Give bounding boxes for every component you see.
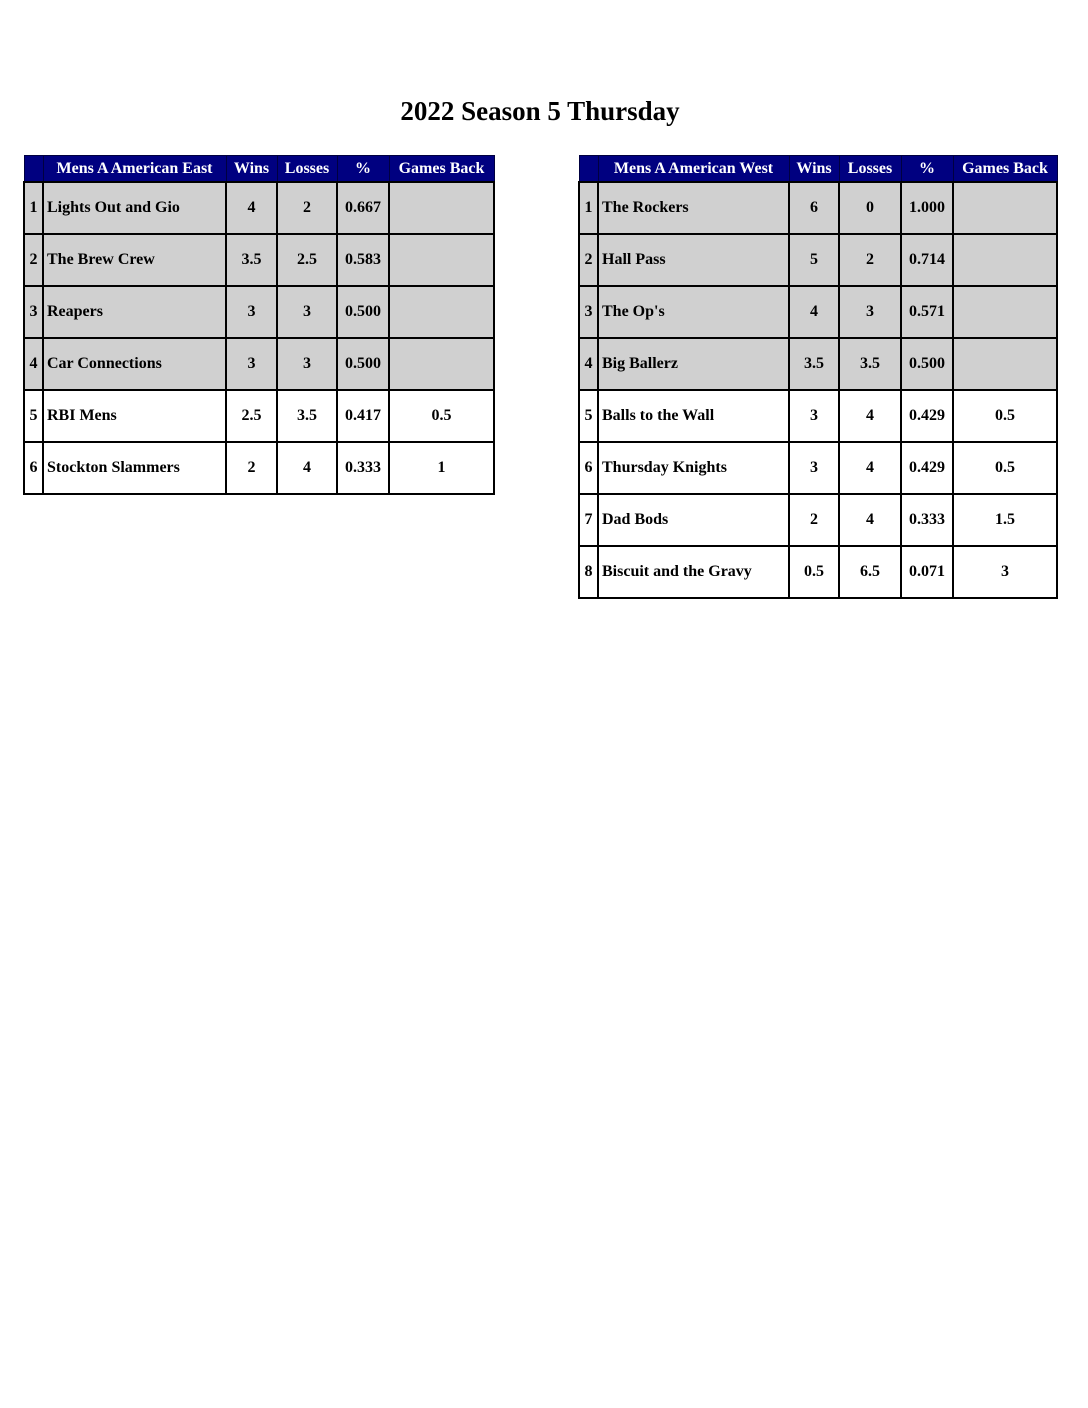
- rank-cell: 1: [24, 182, 43, 234]
- header-losses: Losses: [839, 156, 901, 183]
- losses-cell: 4: [839, 494, 901, 546]
- header-pct: %: [337, 156, 389, 183]
- pct-cell: 0.333: [901, 494, 953, 546]
- games-back-cell: [389, 338, 494, 390]
- header-wins: Wins: [226, 156, 277, 183]
- team-name-cell: Biscuit and the Gravy: [598, 546, 789, 598]
- header-rank: [579, 156, 598, 183]
- games-back-cell: [389, 182, 494, 234]
- table-row: [579, 390, 1057, 442]
- team-name-cell: Dad Bods: [598, 494, 789, 546]
- pct-cell: 0.667: [337, 182, 389, 234]
- standings-table-east: [23, 155, 495, 495]
- pct-cell: 0.071: [901, 546, 953, 598]
- wins-cell: 3: [226, 338, 277, 390]
- losses-cell: 0: [839, 182, 901, 234]
- wins-cell: 0.5: [789, 546, 839, 598]
- games-back-cell: 0.5: [953, 390, 1057, 442]
- header-games-back: Games Back: [953, 156, 1057, 183]
- rank-cell: 2: [579, 234, 598, 286]
- team-name-cell: Balls to the Wall: [598, 390, 789, 442]
- header-wins: Wins: [789, 156, 839, 183]
- team-name-cell: RBI Mens: [43, 390, 226, 442]
- team-name-cell: Lights Out and Gio: [43, 182, 226, 234]
- games-back-cell: [389, 286, 494, 338]
- wins-cell: 4: [226, 182, 277, 234]
- pct-cell: 0.500: [337, 286, 389, 338]
- standings-table-west: [578, 155, 1058, 599]
- table-row: [24, 390, 494, 442]
- team-name-cell: The Brew Crew: [43, 234, 226, 286]
- games-back-cell: 1.5: [953, 494, 1057, 546]
- pct-cell: 0.583: [337, 234, 389, 286]
- header-pct: %: [901, 156, 953, 183]
- games-back-cell: [389, 234, 494, 286]
- pct-cell: 0.500: [337, 338, 389, 390]
- table-row: [579, 546, 1057, 598]
- losses-cell: 4: [839, 390, 901, 442]
- header-losses: Losses: [277, 156, 337, 183]
- wins-cell: 4: [789, 286, 839, 338]
- table-row: [24, 286, 494, 338]
- team-name-cell: Thursday Knights: [598, 442, 789, 494]
- losses-cell: 3: [277, 338, 337, 390]
- games-back-cell: 0.5: [953, 442, 1057, 494]
- header-division: Mens A American East: [43, 156, 226, 183]
- wins-cell: 6: [789, 182, 839, 234]
- games-back-cell: [953, 338, 1057, 390]
- table-row: [24, 182, 494, 234]
- pct-cell: 0.571: [901, 286, 953, 338]
- header-games-back: Games Back: [389, 156, 494, 183]
- losses-cell: 3: [277, 286, 337, 338]
- losses-cell: 3.5: [277, 390, 337, 442]
- games-back-cell: [953, 286, 1057, 338]
- rank-cell: 6: [24, 442, 43, 494]
- losses-cell: 4: [839, 442, 901, 494]
- games-back-cell: 0.5: [389, 390, 494, 442]
- rank-cell: 5: [579, 390, 598, 442]
- losses-cell: 2: [839, 234, 901, 286]
- header-rank: [24, 156, 43, 183]
- header-division: Mens A American West: [598, 156, 789, 183]
- wins-cell: 3.5: [226, 234, 277, 286]
- page-title: 2022 Season 5 Thursday: [400, 96, 680, 126]
- wins-cell: 2: [789, 494, 839, 546]
- table-row: [579, 234, 1057, 286]
- games-back-cell: [953, 234, 1057, 286]
- team-name-cell: Reapers: [43, 286, 226, 338]
- rank-cell: 1: [579, 182, 598, 234]
- table-row: [24, 338, 494, 390]
- wins-cell: 3.5: [789, 338, 839, 390]
- games-back-cell: 3: [953, 546, 1057, 598]
- table-header-row: [579, 156, 1057, 183]
- table-row: [24, 234, 494, 286]
- wins-cell: 2: [226, 442, 277, 494]
- rank-cell: 7: [579, 494, 598, 546]
- table-row: [579, 182, 1057, 234]
- pct-cell: 0.714: [901, 234, 953, 286]
- wins-cell: 3: [789, 442, 839, 494]
- losses-cell: 2.5: [277, 234, 337, 286]
- losses-cell: 3.5: [839, 338, 901, 390]
- rank-cell: 3: [24, 286, 43, 338]
- table-row: [24, 442, 494, 494]
- wins-cell: 3: [789, 390, 839, 442]
- rank-cell: 3: [579, 286, 598, 338]
- rank-cell: 4: [24, 338, 43, 390]
- pct-cell: 0.429: [901, 442, 953, 494]
- wins-cell: 5: [789, 234, 839, 286]
- table-header-row: [24, 156, 494, 183]
- pct-cell: 0.417: [337, 390, 389, 442]
- games-back-cell: [953, 182, 1057, 234]
- rank-cell: 2: [24, 234, 43, 286]
- pct-cell: 0.333: [337, 442, 389, 494]
- rank-cell: 8: [579, 546, 598, 598]
- table-row: [579, 338, 1057, 390]
- rank-cell: 4: [579, 338, 598, 390]
- wins-cell: 3: [226, 286, 277, 338]
- pct-cell: 1.000: [901, 182, 953, 234]
- team-name-cell: The Rockers: [598, 182, 789, 234]
- games-back-cell: 1: [389, 442, 494, 494]
- pct-cell: 0.429: [901, 390, 953, 442]
- table-row: [579, 442, 1057, 494]
- team-name-cell: Big Ballerz: [598, 338, 789, 390]
- pct-cell: 0.500: [901, 338, 953, 390]
- team-name-cell: Stockton Slammers: [43, 442, 226, 494]
- table-row: [579, 286, 1057, 338]
- losses-cell: 4: [277, 442, 337, 494]
- team-name-cell: Hall Pass: [598, 234, 789, 286]
- rank-cell: 5: [24, 390, 43, 442]
- losses-cell: 3: [839, 286, 901, 338]
- wins-cell: 2.5: [226, 390, 277, 442]
- team-name-cell: Car Connections: [43, 338, 226, 390]
- table-row: [579, 494, 1057, 546]
- rank-cell: 6: [579, 442, 598, 494]
- losses-cell: 6.5: [839, 546, 901, 598]
- team-name-cell: The Op's: [598, 286, 789, 338]
- losses-cell: 2: [277, 182, 337, 234]
